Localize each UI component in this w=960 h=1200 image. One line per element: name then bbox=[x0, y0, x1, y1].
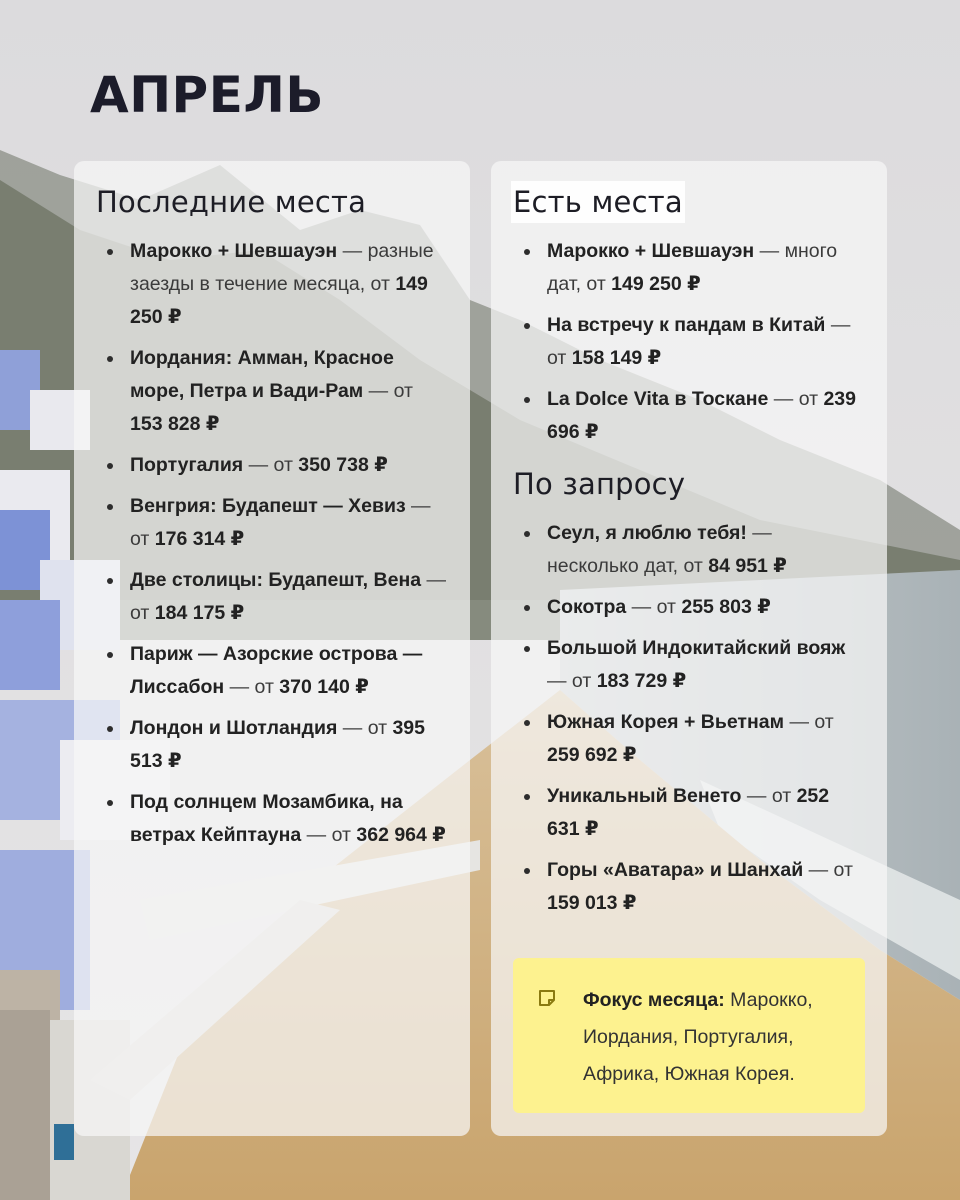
available-places-list bbox=[513, 235, 865, 449]
list-item: Лондон и Шотландия — от 395 513 ₽ bbox=[130, 712, 448, 778]
list-item: Две столицы: Будапешт, Вена — от 184 175 ₽ bbox=[130, 564, 448, 630]
focus-text: Фокус месяца: Марокко, Иордания, Португалия, Африка, Южная Корея. bbox=[583, 989, 813, 1085]
list-item: Большой Индокитайский вояж — от 183 729 ₽ bbox=[547, 632, 865, 698]
list-item: Марокко + Шевшауэн — разные заезды в течение месяца, от 149 250 ₽ bbox=[130, 235, 448, 334]
note-icon bbox=[537, 988, 557, 1008]
list-item: Сокотра — от 255 803 ₽ bbox=[547, 591, 865, 624]
list-item: На встречу к пандам в Китай — от 158 149 ₽ bbox=[547, 309, 865, 375]
page-title: АПРЕЛЬ bbox=[90, 66, 324, 124]
list-item: Сеул, я люблю тебя! — несколько дат, от 84 951 ₽ bbox=[547, 517, 865, 583]
list-item: Венгрия: Будапешт — Хевиз — от 176 314 ₽ bbox=[130, 490, 448, 556]
list-item: Иордания: Амман, Красное море, Петра и Вади-Рам — от 153 828 ₽ bbox=[130, 342, 448, 441]
list-item: Южная Корея + Вьетнам — от 259 692 ₽ bbox=[547, 706, 865, 772]
list-item: Париж — Азорские острова — Лиссабон — от 370 140 ₽ bbox=[130, 638, 448, 704]
list-item: Португалия — от 350 738 ₽ bbox=[130, 449, 448, 482]
last-places-heading: Последние места bbox=[96, 185, 367, 219]
available-places-panel bbox=[491, 161, 887, 1136]
on-request-heading: По запросу bbox=[513, 467, 686, 501]
list-item: Марокко + Шевшауэн — много дат, от 149 250 ₽ bbox=[547, 235, 865, 301]
on-request-list bbox=[513, 517, 865, 920]
last-places-list bbox=[96, 235, 448, 852]
list-item: Уникальный Венето — от 252 631 ₽ bbox=[547, 780, 865, 846]
available-places-heading: Есть места bbox=[511, 181, 685, 223]
list-item: Под солнцем Мозамбика, на ветрах Кейптауна — от 362 964 ₽ bbox=[130, 786, 448, 852]
list-item: Горы «Аватара» и Шанхай — от 159 013 ₽ bbox=[547, 854, 865, 920]
focus-of-month-callout bbox=[513, 958, 865, 1113]
last-places-panel bbox=[74, 161, 470, 1136]
list-item: La Dolce Vita в Тоскане — от 239 696 ₽ bbox=[547, 383, 865, 449]
